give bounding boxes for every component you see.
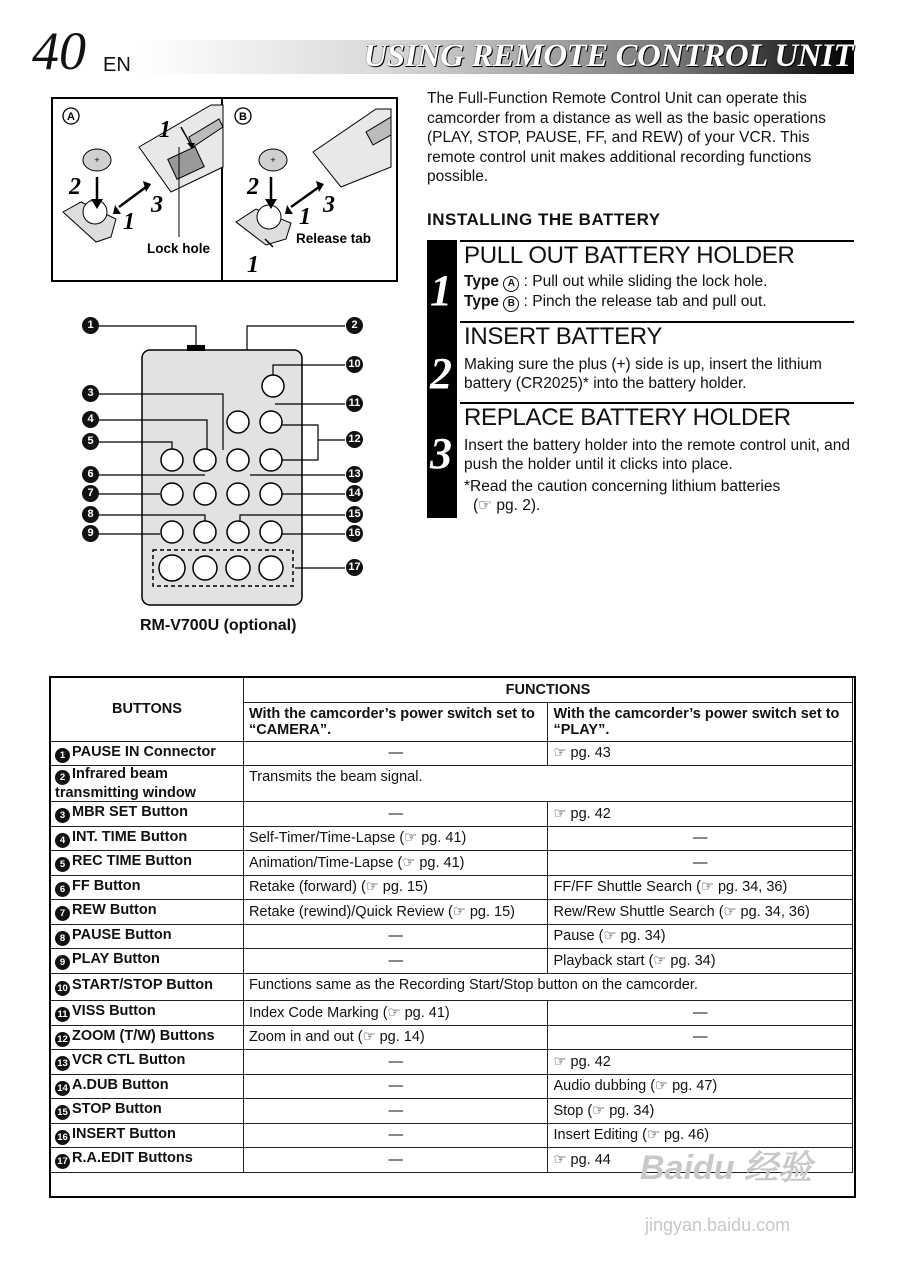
button-name: 6 FF Button [51,875,244,900]
function-play: — [548,1001,853,1026]
function-play: FF/FF Shuttle Search (☞ pg. 34, 36) [548,875,853,900]
callout-15: 15 [346,506,363,523]
button-name: 14 A.DUB Button [51,1074,244,1099]
button-name: 7 REW Button [51,900,244,925]
button-number: 1 [55,748,70,763]
table-row [51,1099,853,1124]
function-span: Transmits the beam signal. [243,766,852,802]
svg-text:1: 1 [159,117,171,143]
button-number: 15 [55,1105,70,1120]
svg-text:1: 1 [123,209,135,235]
table-row [51,741,853,766]
function-play: — [548,851,853,876]
function-camera: Animation/Time-Lapse (☞ pg. 41) [243,851,548,876]
button-name: 1 PAUSE IN Connector [51,741,244,766]
watermark-url: jingyan.baidu.com [645,1215,791,1235]
function-play: Rew/Rew Shuttle Search (☞ pg. 34, 36) [548,900,853,925]
step-2-title: INSERT BATTERY [464,323,663,350]
function-camera: Retake (rewind)/Quick Review (☞ pg. 15) [243,900,548,925]
callout-10: 10 [346,356,363,373]
callout-1: 1 [82,317,99,334]
callout-2: 2 [346,317,363,334]
table-row [51,900,853,925]
function-camera: Zoom in and out (☞ pg. 14) [243,1025,548,1050]
page-number: 40 [32,21,86,81]
function-camera: — [243,1123,548,1148]
button-name: 4 INT. TIME Button [51,826,244,851]
function-play: Stop (☞ pg. 34) [548,1099,853,1124]
button-name: 10 START/STOP Button [51,973,244,1001]
callout-16: 16 [346,525,363,542]
svg-text:2: 2 [69,174,81,200]
step-3-title: REPLACE BATTERY HOLDER [464,404,791,431]
battery-illustration [51,97,396,280]
release-tab-label: Release tab [296,231,372,246]
button-name: 8 PAUSE Button [51,924,244,949]
function-camera: — [243,1148,548,1173]
svg-text:3: 3 [151,192,163,218]
function-camera: Self-Timer/Time-Lapse (☞ pg. 41) [243,826,548,851]
function-play: ☞ pg. 42 [548,802,853,827]
svg-text:+: + [94,155,100,165]
function-camera: — [243,741,548,766]
callout-13: 13 [346,466,363,483]
button-number: 9 [55,955,70,970]
function-camera: — [243,802,548,827]
watermark-logo: Baidu 经验 [640,1149,812,1187]
function-play: ☞ pg. 42 [548,1050,853,1075]
svg-text:2: 2 [247,174,259,200]
step-1-body: Type A : Pull out while sliding the lock hole. Type B : Pinch the release tab and pull out. [464,273,768,310]
function-play: ☞ pg. 44 [548,1148,853,1173]
button-name: 3 MBR SET Button [51,802,244,827]
svg-text:3: 3 [323,192,335,218]
button-number: 3 [55,808,70,823]
svg-text:+: + [270,155,276,165]
callout-12: 12 [346,431,363,448]
step-2-number: 2 [430,349,452,398]
callout-6: 6 [82,466,99,483]
remote-diagram [75,310,375,610]
step-1-number: 1 [430,266,452,315]
panel-b-label: B [239,111,247,123]
function-camera: Index Code Marking (☞ pg. 41) [243,1001,548,1026]
remote-caption: RM-V700U (optional) [140,617,297,634]
button-name: 2 Infrared beam transmitting window [51,766,244,802]
button-number: 10 [55,981,70,996]
intro-text: The Full-Function Remote Control Unit can operate this camcorder from a distance as well as the basic operations (PLAY, STOP, PAUSE, FF, and REW) of your VCR. This remote control unit makes additional recording functions possible. [427,90,826,185]
page-title: USING REMOTE CONTROL UNIT [363,38,853,74]
function-camera: — [243,1074,548,1099]
button-number: 17 [55,1154,70,1169]
header-buttons: BUTTONS [51,678,244,742]
function-play: — [548,1025,853,1050]
callout-8: 8 [82,506,99,523]
svg-text:1: 1 [247,252,259,278]
function-play: Playback start (☞ pg. 34) [548,949,853,974]
button-name: 9 PLAY Button [51,949,244,974]
header-play: With the camcorder’s power switch set to “PLAY”. [548,702,853,741]
button-number: 14 [55,1081,70,1096]
callout-14: 14 [346,485,363,502]
installing-heading: INSTALLING THE BATTERY [427,210,661,229]
button-number: 5 [55,857,70,872]
table-row [51,851,853,876]
callout-3: 3 [82,385,99,402]
panel-a-label: A [67,111,75,123]
table-row [51,973,853,1001]
function-camera: Retake (forward) (☞ pg. 15) [243,875,548,900]
function-play: ☞ pg. 43 [548,741,853,766]
button-name: 5 REC TIME Button [51,851,244,876]
step-3-number: 3 [430,429,452,478]
callout-9: 9 [82,525,99,542]
table-row [51,1050,853,1075]
table-row [51,875,853,900]
callout-5: 5 [82,433,99,450]
table-row [51,924,853,949]
table-row [51,802,853,827]
button-name: 17 R.A.EDIT Buttons [51,1148,244,1173]
step-3-body: Insert the battery holder into the remote control unit, and push the holder until it clicks into place. *Read the caution concerning lithium batteries (☞ pg. 2). [464,437,851,514]
function-play: Pause (☞ pg. 34) [548,924,853,949]
button-number: 12 [55,1032,70,1047]
callout-11: 11 [346,395,363,412]
header-camera: With the camcorder’s power switch set to “CAMERA”. [243,702,548,741]
button-number: 2 [55,770,70,785]
svg-text:1: 1 [299,204,311,230]
button-number: 11 [55,1007,70,1022]
function-camera: — [243,924,548,949]
table-row [51,949,853,974]
function-camera: — [243,1050,548,1075]
function-play: Audio dubbing (☞ pg. 47) [548,1074,853,1099]
header-functions: FUNCTIONS [243,678,852,703]
button-number: 4 [55,833,70,848]
function-play: Insert Editing (☞ pg. 46) [548,1123,853,1148]
page-language: EN [103,54,131,76]
button-name: 15 STOP Button [51,1099,244,1124]
lock-hole-label: Lock hole [147,241,211,256]
callout-7: 7 [82,485,99,502]
callout-17: 17 [346,559,363,576]
button-number: 8 [55,931,70,946]
table-row [51,766,853,802]
step-2-body: Making sure the plus (+) side is up, insert the lithium battery (CR2025)* into the battery holder. [464,356,822,392]
button-number: 13 [55,1056,70,1071]
function-camera: — [243,1099,548,1124]
button-name: 11 VISS Button [51,1001,244,1026]
table-row [51,1001,853,1026]
button-number: 7 [55,906,70,921]
table-row [51,826,853,851]
button-name: 16 INSERT Button [51,1123,244,1148]
callout-4: 4 [82,411,99,428]
button-number: 16 [55,1130,70,1145]
function-play: — [548,826,853,851]
button-name: 12 ZOOM (T/W) Buttons [51,1025,244,1050]
table-row [51,1074,853,1099]
table-row [51,1025,853,1050]
button-name: 13 VCR CTL Button [51,1050,244,1075]
function-camera: — [243,949,548,974]
step-1-title: PULL OUT BATTERY HOLDER [464,242,795,269]
function-span: Functions same as the Recording Start/Stop button on the camcorder. [243,973,852,1001]
button-number: 6 [55,882,70,897]
functions-table [50,677,853,1173]
